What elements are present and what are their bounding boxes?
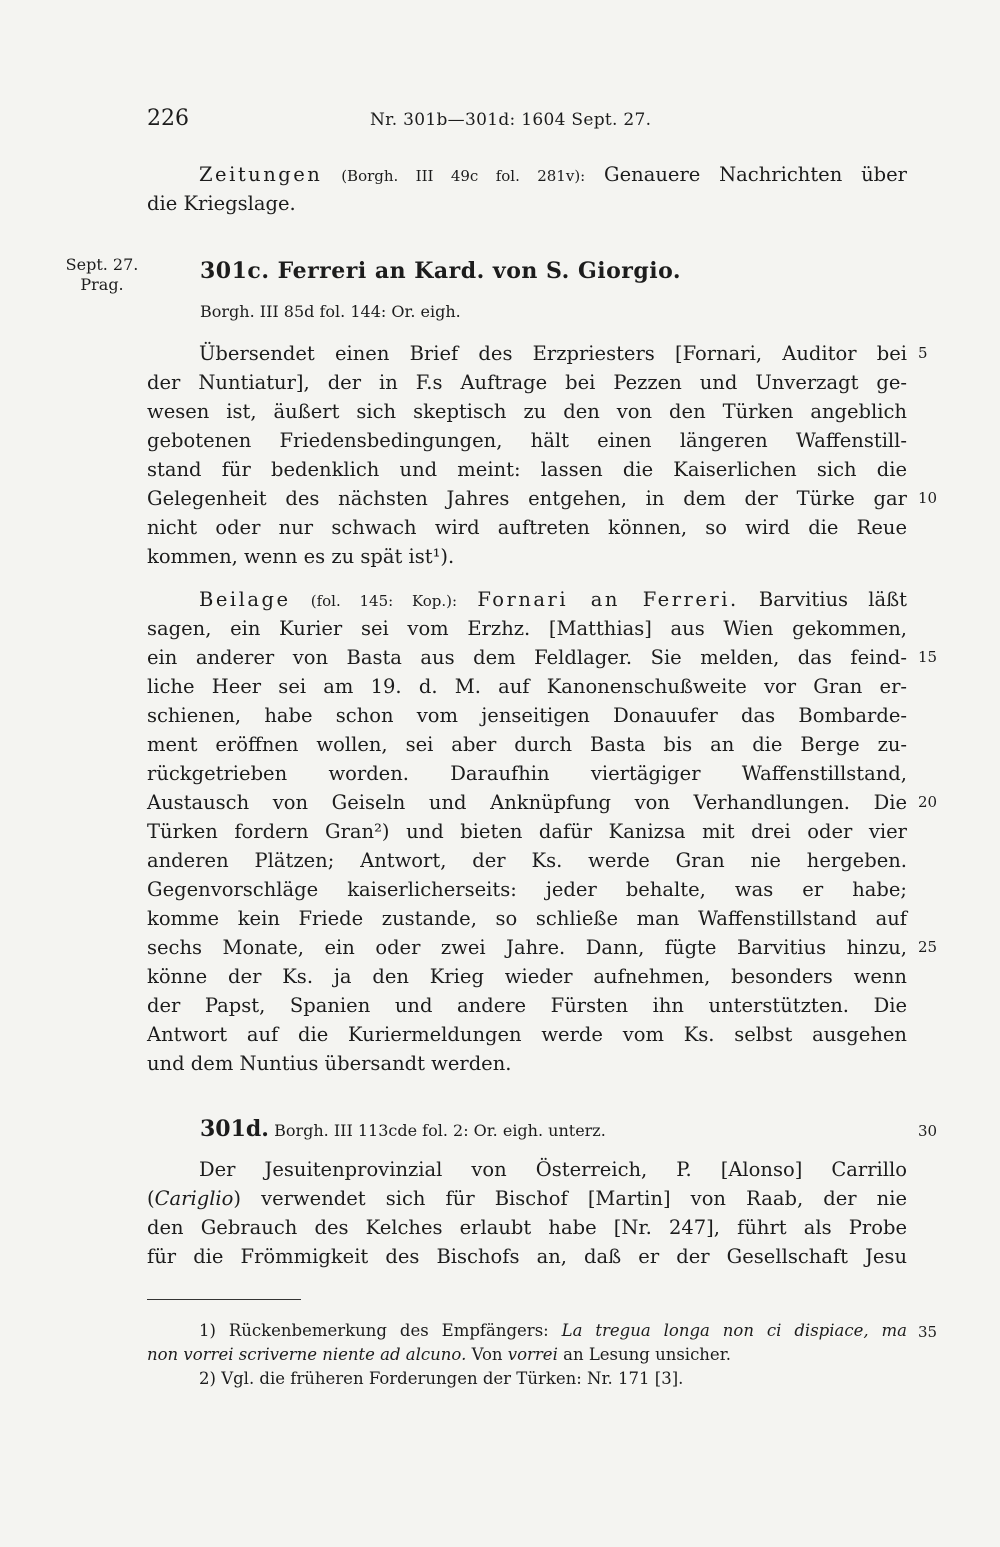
text-line: ment eröffnen wollen, sei aber durch Basta bis an die Berge zu- bbox=[147, 733, 907, 756]
text-line: sagen, ein Kurier sei vom Erzhz. [Matthias] aus Wien gekommen, bbox=[147, 617, 907, 640]
fn1-italic-1: La tregua longa non ci dispiace, ma bbox=[561, 1321, 908, 1340]
text-line: anderen Plätzen; Antwort, der Ks. werde Gran nie hergeben. bbox=[147, 849, 907, 872]
beilage-rest: Barvitius läßt bbox=[758, 588, 907, 611]
fn1-rest-1: Von bbox=[471, 1345, 503, 1364]
fn1-mark: 1) bbox=[199, 1321, 216, 1340]
line-number: 25 bbox=[918, 938, 938, 956]
line-number: 10 bbox=[918, 489, 938, 507]
text-line: könne der Ks. ja den Krieg wieder aufnehmen, besonders wenn bbox=[147, 965, 907, 988]
fn1-rest-2: an Lesung unsicher. bbox=[563, 1345, 732, 1364]
text-line: komme kein Friede zustande, so schließe man Waffenstillstand auf bbox=[147, 907, 907, 930]
italic-name: Cariglio bbox=[154, 1187, 234, 1210]
text-line: gebotenen Friedensbedingungen, hält einen längeren Waffenstill- bbox=[147, 429, 907, 452]
text-line: der Papst, Spanien und andere Fürsten ihn unterstützten. Die bbox=[147, 994, 907, 1017]
text-line: schienen, habe schon vom jenseitigen Donauufer das Bombarde- bbox=[147, 704, 907, 727]
text-line: Türken fordern Gran²) und bieten dafür Kanizsa mit drei oder vier bbox=[147, 820, 907, 843]
text-line: der Nuntiatur], der in F.s Auftrage bei Pezzen und Unverzagt ge- bbox=[147, 371, 907, 394]
line-number: 35 bbox=[918, 1323, 938, 1341]
beilage-label: Beilage bbox=[199, 588, 291, 611]
text-line: Übersendet einen Brief des Erzpriesters [Fornari, Auditor bei bbox=[199, 342, 907, 365]
margin-place: Prag. bbox=[80, 275, 124, 294]
running-head: Nr. 301b—301d: 1604 Sept. 27. bbox=[370, 110, 652, 130]
text-line: Gegenvorschläge kaiserlicherseits: jeder behalte, was er habe; bbox=[147, 878, 907, 901]
page-number: 226 bbox=[147, 106, 189, 131]
paragraph-1 bbox=[147, 339, 907, 571]
text-line: für die Frömmigkeit des Bischofs an, daß er der Gesellschaft Jesu bbox=[147, 1245, 907, 1268]
line-number: 30 bbox=[918, 1122, 938, 1140]
footnote-1-line2 bbox=[147, 1343, 907, 1367]
entry-c-heading bbox=[200, 258, 681, 284]
fn1-italic-2: non vorrei scriverne niente ad alcuno. bbox=[147, 1345, 467, 1364]
page-header bbox=[147, 106, 907, 138]
text-line: stand für bedenklich und meint: lassen die Kaiserlichen sich die bbox=[147, 458, 907, 481]
prev-entry-line2: die Kriegslage. bbox=[147, 192, 296, 215]
text-line: Austausch von Geiseln und Anknüpfung von Verhandlungen. Die bbox=[147, 791, 907, 814]
text-line: wesen ist, äußert sich skeptisch zu den von den Türken angeblich bbox=[147, 400, 907, 423]
entry-d-source: Borgh. III 113cde fol. 2: Or. eigh. unterz. bbox=[274, 1121, 606, 1140]
fn1-lead: Rückenbemerkung des Empfängers: bbox=[228, 1321, 549, 1340]
text-line: kommen, wenn es zu spät ist¹). bbox=[147, 545, 455, 568]
line-number: 20 bbox=[918, 793, 938, 811]
margin-date: Sept. 27. bbox=[65, 255, 139, 274]
text-line: den Gebrauch des Kelches erlaubt habe [Nr. 247], führt als Probe bbox=[147, 1216, 907, 1239]
beilage-ref: (fol. 145: Kop.): bbox=[310, 592, 458, 610]
footnote-rule bbox=[147, 1299, 301, 1300]
prev-entry-ref: (Borgh. III 49c fol. 281v): bbox=[341, 167, 586, 185]
entry-d-heading bbox=[200, 1116, 920, 1142]
entry-c-title: Ferreri an Kard. von S. Giorgio. bbox=[277, 258, 682, 284]
text-line: ein anderer von Basta aus dem Feldlager. Sie melden, das feind- bbox=[147, 646, 907, 669]
text-line: liche Heer sei am 19. d. M. auf Kanonenschußweite vor Gran er- bbox=[147, 675, 907, 698]
margin-note bbox=[62, 255, 142, 295]
fn2-text: Vgl. die früheren Forderungen der Türken: Nr. 171 [3]. bbox=[221, 1369, 684, 1388]
footnote-2 bbox=[147, 1367, 907, 1391]
line-number: 5 bbox=[918, 344, 928, 362]
prev-entry-text: Genauere Nachrichten über bbox=[604, 163, 907, 186]
fn1-italic-3: vorrei bbox=[507, 1345, 558, 1364]
fn2-mark: 2) bbox=[199, 1369, 216, 1388]
text-line: Gelegenheit des nächsten Jahres entgehen, in dem der Türke gar bbox=[147, 487, 907, 510]
text-line: und dem Nuntius übersandt werden. bbox=[147, 1052, 512, 1075]
text-line: sechs Monate, ein oder zwei Jahre. Dann, fügte Barvitius hinzu, bbox=[147, 936, 907, 959]
paragraph-3 bbox=[147, 1155, 907, 1271]
entry-c-number: 301c. bbox=[200, 258, 270, 284]
text-line: rückgetrieben worden. Daraufhin viertägiger Waffenstillstand, bbox=[147, 762, 907, 785]
beilage-line bbox=[147, 585, 907, 614]
text-line: nicht oder nur schwach wird auftreten können, so wird die Reue bbox=[147, 516, 907, 539]
footnotes bbox=[147, 1319, 907, 1391]
beilage-who: Fornari an Ferreri. bbox=[477, 588, 739, 611]
line-number: 15 bbox=[918, 648, 938, 666]
paragraph-2 bbox=[147, 585, 907, 1078]
entry-d-number: 301d. bbox=[200, 1116, 269, 1142]
text-line: Antwort auf die Kuriermeldungen werde vom Ks. selbst ausgehen bbox=[147, 1023, 907, 1046]
text-line-cariglio: (Cariglio) verwendet sich für Bischof [Martin] von Raab, der nie bbox=[147, 1187, 907, 1210]
prev-entry-label: Zeitungen bbox=[199, 163, 323, 186]
text-line: Der Jesuitenprovinzial von Österreich, P. [Alonso] Carrillo bbox=[199, 1158, 907, 1181]
entry-c-source: Borgh. III 85d fol. 144: Or. eigh. bbox=[200, 302, 461, 321]
footnote-1-line1 bbox=[147, 1319, 907, 1343]
prev-entry bbox=[147, 160, 907, 218]
